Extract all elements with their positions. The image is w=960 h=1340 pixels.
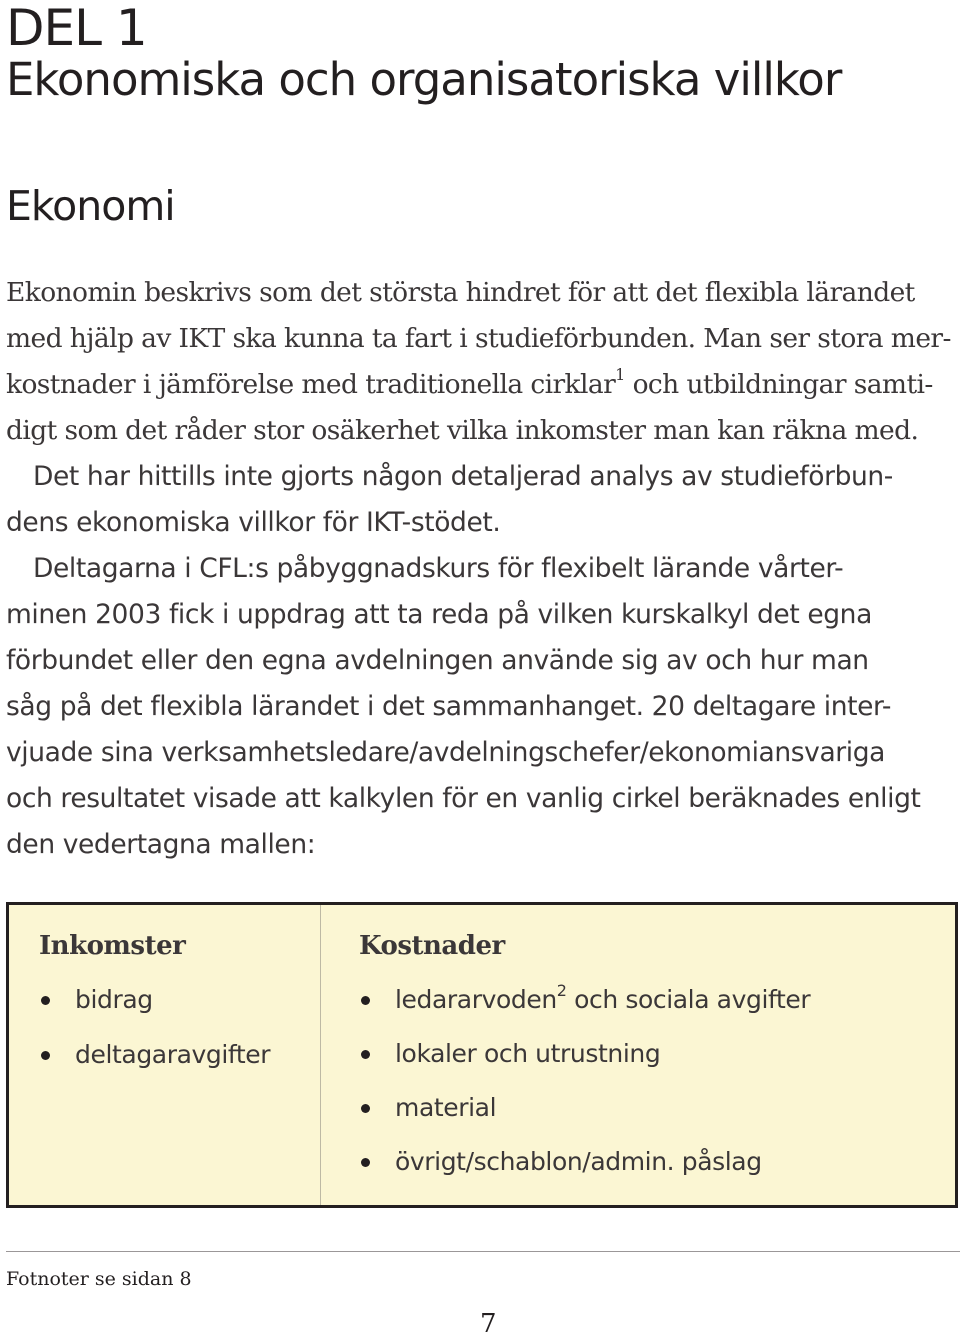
income-column bbox=[9, 905, 321, 1205]
list-item bbox=[359, 1091, 955, 1125]
text-line: Deltagarna i CFL:s påbyggnadskurs för flexibelt lärande vårter- bbox=[33, 553, 844, 584]
text-line: minen 2003 fick i uppdrag att ta reda på vilken kurskalkyl det egna bbox=[6, 599, 872, 630]
footnote-divider bbox=[6, 1251, 960, 1252]
costs-column bbox=[321, 905, 955, 1205]
text-segment: och utbildningar samti- bbox=[624, 369, 933, 400]
income-list bbox=[39, 983, 320, 1072]
text-line: och resultatet visade att kalkylen för en vanlig cirkel beräknades enligt bbox=[6, 783, 921, 814]
section-title: Ekonomi bbox=[6, 182, 175, 230]
footnote-ref: 2 bbox=[556, 980, 567, 1000]
list-item bbox=[39, 1038, 320, 1072]
text-segment: kostnader i jämförelse med traditionella cirklar bbox=[6, 369, 616, 400]
part-title: Ekonomiska och organisatoriska villkor bbox=[6, 53, 842, 106]
bullet-icon bbox=[41, 996, 50, 1005]
part-label: DEL 1 bbox=[6, 0, 147, 57]
budget-template-box bbox=[6, 902, 958, 1208]
text-line: dens ekonomiska villkor för IKT-stödet. bbox=[6, 507, 501, 538]
text-line: digt som det råder stor osäkerhet vilka inkomster man kan räkna med. bbox=[6, 415, 919, 446]
paragraph-intro bbox=[6, 270, 960, 454]
list-item bbox=[359, 1037, 955, 1071]
list-item bbox=[359, 980, 955, 1017]
income-heading: Inkomster bbox=[39, 931, 186, 961]
list-item-label: deltagaravgifter bbox=[75, 1040, 271, 1069]
bullet-icon bbox=[41, 1051, 50, 1060]
text-line: Ekonomin beskrivs som det största hindret för att det flexibla lärandet bbox=[6, 277, 915, 308]
text-line: Det har hittills inte gjorts någon detaljerad analys av studieförbun- bbox=[33, 461, 893, 492]
list-item-label: övrigt/schablon/admin. påslag bbox=[395, 1147, 762, 1176]
text-line bbox=[6, 362, 960, 408]
footnote-text: Fotnoter se sidan 8 bbox=[6, 1268, 192, 1290]
costs-heading: Kostnader bbox=[359, 931, 505, 961]
text-line: såg på det flexibla lärandet i det sammanhanget. 20 deltagare inter- bbox=[6, 691, 892, 722]
list-item-label: lokaler och utrustning bbox=[395, 1039, 661, 1068]
paragraph-course bbox=[6, 546, 960, 868]
list-item-label: och sociala avgifter bbox=[566, 985, 811, 1014]
list-item-label: ledararvoden bbox=[395, 985, 557, 1014]
page-number: 7 bbox=[480, 1309, 497, 1339]
paragraph-analysis bbox=[6, 454, 960, 546]
bullet-icon bbox=[361, 996, 370, 1005]
list-item-label: material bbox=[395, 1093, 497, 1122]
footnote-ref: 1 bbox=[615, 365, 625, 385]
bullet-icon bbox=[361, 1158, 370, 1167]
list-item bbox=[359, 1145, 955, 1179]
text-line: förbundet eller den egna avdelningen använde sig av och hur man bbox=[6, 645, 869, 676]
text-line: den vedertagna mallen: bbox=[6, 829, 316, 860]
bullet-icon bbox=[361, 1050, 370, 1059]
bullet-icon bbox=[361, 1104, 370, 1113]
list-item-label: bidrag bbox=[75, 985, 153, 1014]
text-line: med hjälp av IKT ska kunna ta fart i studieförbunden. Man ser stora mer- bbox=[6, 323, 951, 354]
costs-list bbox=[359, 980, 955, 1179]
text-line: vjuade sina verksamhetsledare/avdelningschefer/ekonomiansvariga bbox=[6, 737, 886, 768]
list-item bbox=[39, 983, 320, 1017]
